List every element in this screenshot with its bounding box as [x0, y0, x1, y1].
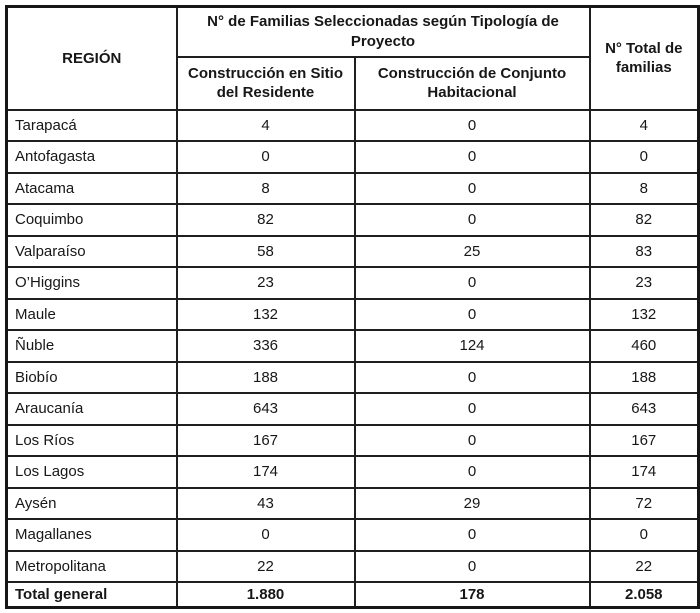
region-cell: Los Lagos	[7, 456, 177, 488]
region-cell: Ñuble	[7, 330, 177, 362]
total-cell: 8	[590, 173, 699, 205]
region-cell: Maule	[7, 299, 177, 331]
conjunto-cell: 0	[355, 425, 590, 457]
table-row	[7, 173, 699, 205]
region-cell: Metropolitana	[7, 551, 177, 583]
header-group-typology: N° de Familias Seleccionadas según Tipología de Proyecto	[177, 7, 590, 57]
conjunto-cell: 0	[355, 362, 590, 394]
residente-cell: 174	[177, 456, 355, 488]
table-row	[7, 204, 699, 236]
regions-table	[5, 5, 700, 609]
conjunto-cell: 29	[355, 488, 590, 520]
residente-cell: 4	[177, 110, 355, 142]
table-row	[7, 456, 699, 488]
total-cell: 4	[590, 110, 699, 142]
region-cell: Aysén	[7, 488, 177, 520]
region-cell: Biobío	[7, 362, 177, 394]
total-cell: 643	[590, 393, 699, 425]
region-cell: Valparaíso	[7, 236, 177, 268]
residente-cell: 336	[177, 330, 355, 362]
residente-cell: 0	[177, 519, 355, 551]
region-cell: O’Higgins	[7, 267, 177, 299]
conjunto-cell: 0	[355, 456, 590, 488]
total-cell: 188	[590, 362, 699, 394]
table-row	[7, 362, 699, 394]
conjunto-cell: 25	[355, 236, 590, 268]
residente-cell: 22	[177, 551, 355, 583]
table-row	[7, 110, 699, 142]
header-sub-conjunto: Construcción de Conjunto Habitacional	[355, 57, 590, 110]
header-region: REGIÓN	[7, 7, 177, 110]
total-cell: 174	[590, 456, 699, 488]
total-cell: 0	[590, 141, 699, 173]
table-row	[7, 299, 699, 331]
total-cell: 82	[590, 204, 699, 236]
region-cell: Tarapacá	[7, 110, 177, 142]
residente-cell: 43	[177, 488, 355, 520]
header-sub-residente: Construcción en Sitio del Residente	[177, 57, 355, 110]
total-cell: 132	[590, 299, 699, 331]
conjunto-cell: 0	[355, 393, 590, 425]
region-cell: Coquimbo	[7, 204, 177, 236]
residente-cell: 0	[177, 141, 355, 173]
conjunto-cell: 0	[355, 551, 590, 583]
residente-cell: 23	[177, 267, 355, 299]
conjunto-cell: 0	[355, 519, 590, 551]
table-footer	[7, 582, 699, 607]
residente-cell: 643	[177, 393, 355, 425]
table-row	[7, 393, 699, 425]
total-cell: 167	[590, 425, 699, 457]
table-row	[7, 267, 699, 299]
total-cell: 0	[590, 519, 699, 551]
total-cell: 22	[590, 551, 699, 583]
conjunto-cell: 0	[355, 173, 590, 205]
table-row	[7, 551, 699, 583]
residente-cell: 188	[177, 362, 355, 394]
table-row	[7, 488, 699, 520]
table-header	[7, 7, 699, 110]
region-cell: Antofagasta	[7, 141, 177, 173]
total-cell: 23	[590, 267, 699, 299]
table-body	[7, 110, 699, 583]
conjunto-cell: 124	[355, 330, 590, 362]
table-row	[7, 330, 699, 362]
region-cell: Atacama	[7, 173, 177, 205]
conjunto-cell: 0	[355, 299, 590, 331]
total-cell: 460	[590, 330, 699, 362]
table-row	[7, 425, 699, 457]
conjunto-cell: 0	[355, 267, 590, 299]
region-cell: Araucanía	[7, 393, 177, 425]
total-label: Total general	[7, 582, 177, 607]
table-row	[7, 519, 699, 551]
conjunto-cell: 0	[355, 204, 590, 236]
residente-cell: 167	[177, 425, 355, 457]
region-cell: Magallanes	[7, 519, 177, 551]
table-row	[7, 236, 699, 268]
total-cell: 83	[590, 236, 699, 268]
total-conjunto-value: 178	[355, 582, 590, 607]
total-cell: 72	[590, 488, 699, 520]
header-total-familias: N° Total de familias	[590, 7, 699, 110]
residente-cell: 132	[177, 299, 355, 331]
residente-cell: 8	[177, 173, 355, 205]
total-general-value: 2.058	[590, 582, 699, 607]
residente-cell: 82	[177, 204, 355, 236]
conjunto-cell: 0	[355, 141, 590, 173]
total-residente-value: 1.880	[177, 582, 355, 607]
conjunto-cell: 0	[355, 110, 590, 142]
residente-cell: 58	[177, 236, 355, 268]
table-row	[7, 141, 699, 173]
total-row	[7, 582, 699, 607]
region-cell: Los Ríos	[7, 425, 177, 457]
